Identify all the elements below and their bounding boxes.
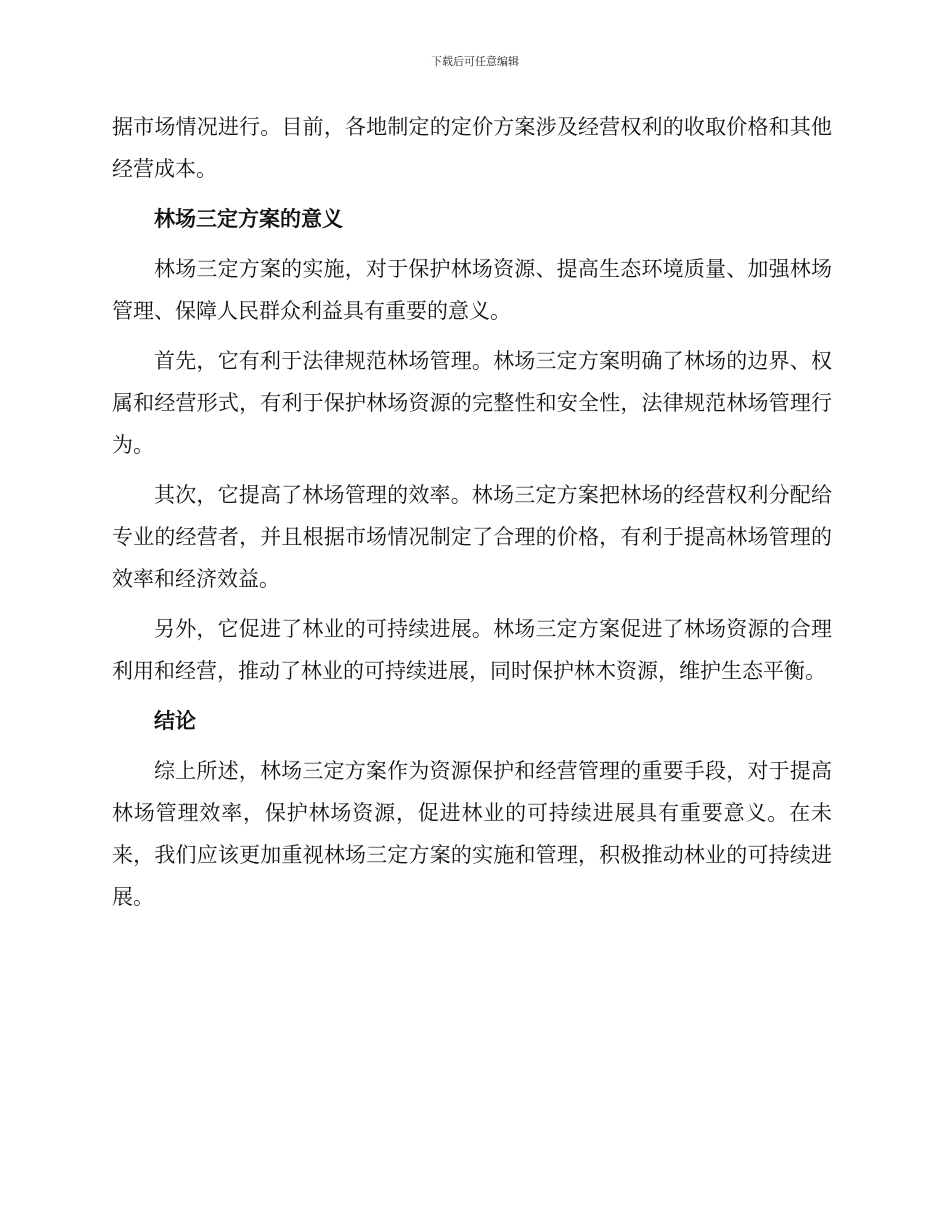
document-body bbox=[112, 106, 832, 926]
paragraph-first-point: 首先，它有利于法律规范林场管理。林场三定方案明确了林场的边界、权属和经营形式，有利于保护林场资源的完整性和安全性，法律规范林场管理行为。 bbox=[112, 349, 832, 457]
header-note: 下载后可任意编辑 bbox=[431, 55, 519, 68]
section-heading-significance: 林场三定方案的意义 bbox=[154, 207, 343, 231]
section-heading-conclusion: 结论 bbox=[154, 709, 196, 733]
paragraph-continuation: 据市场情况进行。目前，各地制定的定价方案涉及经营权利的收取价格和其他经营成本。 bbox=[112, 115, 832, 181]
paragraph-second-point: 其次，它提高了林场管理的效率。林场三定方案把林场的经营权利分配给专业的经营者，并且根据市场情况制定了合理的价格，有利于提高林场管理的效率和经济效益。 bbox=[112, 483, 832, 591]
paragraph-conclusion: 综上所述，林场三定方案作为资源保护和经营管理的重要手段，对于提高林场管理效率，保护林场资源，促进林业的可持续进展具有重要意义。在未来，我们应该更加重视林场三定方案的实施和管理，积极推动林业的可持续进展。 bbox=[112, 759, 832, 909]
paragraph-significance-intro: 林场三定方案的实施，对于保护林场资源、提高生态环境质量、加强林场管理、保障人民群众利益具有重要的意义。 bbox=[112, 257, 832, 323]
paragraph-third-point: 另外，它促进了林业的可持续进展。林场三定方案促进了林场资源的合理利用和经营，推动了林业的可持续进展，同时保护林木资源，维护生态平衡。 bbox=[112, 617, 832, 683]
